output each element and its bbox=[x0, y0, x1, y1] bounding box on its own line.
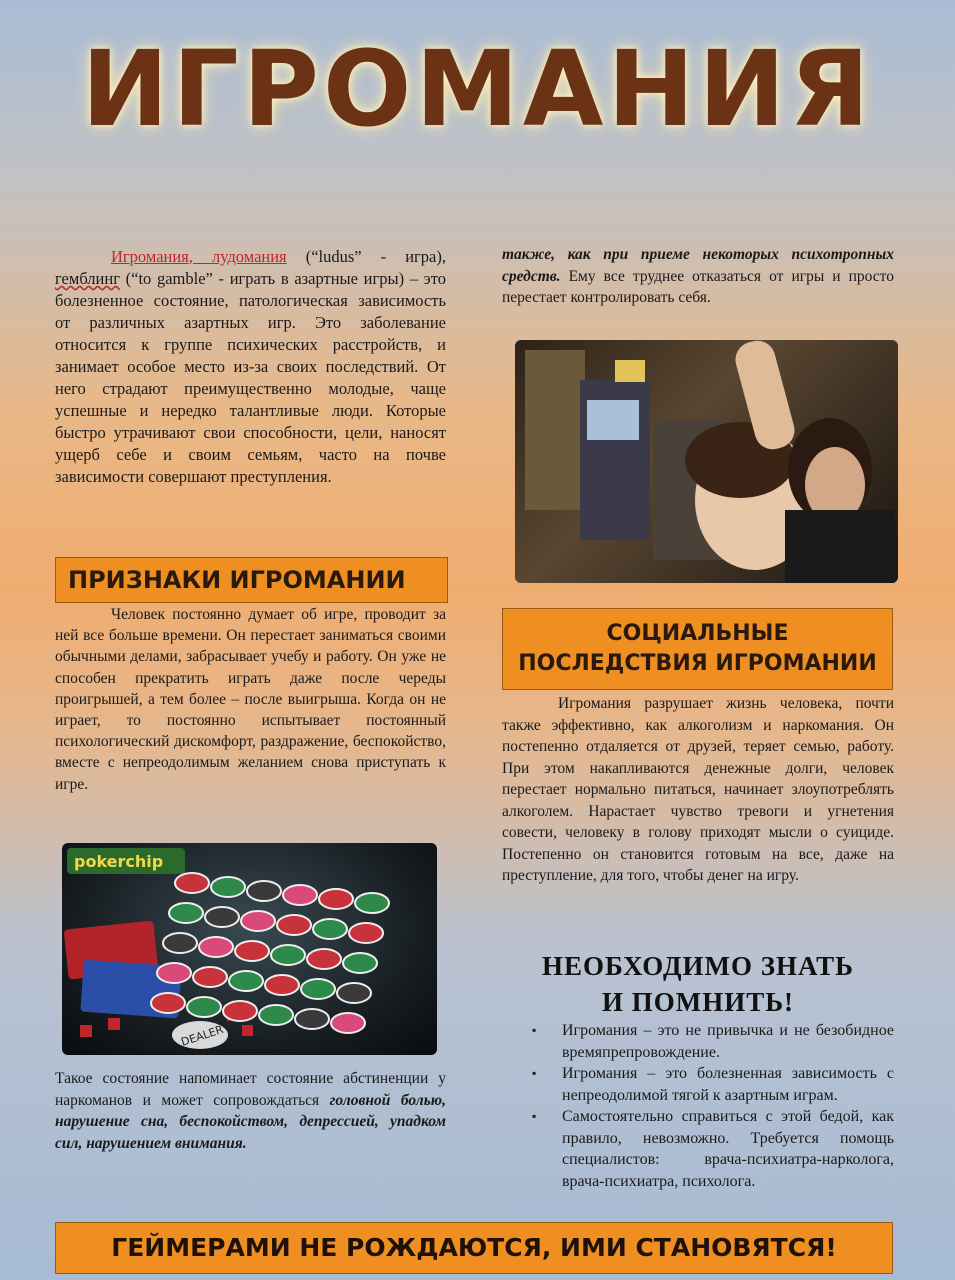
chip-stack bbox=[319, 889, 353, 909]
chip-stack bbox=[151, 993, 185, 1013]
chip-stack bbox=[199, 937, 233, 957]
page-title: ИГРОМАНИЯ bbox=[81, 28, 874, 150]
term-gambling: гемблинг bbox=[55, 269, 120, 288]
chip-stack bbox=[235, 941, 269, 961]
chip-stack bbox=[265, 975, 299, 995]
dealer-button-text: DEALER bbox=[179, 1022, 225, 1049]
remember-list bbox=[522, 1020, 894, 1192]
chip-stack bbox=[331, 1013, 365, 1033]
chip-stack bbox=[205, 907, 239, 927]
chip-stack bbox=[337, 983, 371, 1003]
social-heading-line2: ПОСЛЕДСТВИЯ ИГРОМАНИИ bbox=[518, 651, 877, 676]
chip-stack bbox=[229, 971, 263, 991]
chip-stack bbox=[163, 933, 197, 953]
chip-stack bbox=[271, 945, 305, 965]
chip-stack bbox=[313, 919, 347, 939]
slot-machine-illustration bbox=[515, 340, 898, 583]
list-item: ▪ Самостоятельно справиться с этой бедой, как правило, невозможно. Требуется помощь специалистов: врача-психиатра-нарколога, врача-психиатра, психолога. bbox=[522, 1106, 894, 1192]
chip-stack bbox=[349, 923, 383, 943]
chip-stack bbox=[355, 893, 389, 913]
chip-stack bbox=[193, 967, 227, 987]
social-heading-line1: СОЦИАЛЬНЫЕ bbox=[606, 621, 789, 646]
chip-stack bbox=[283, 885, 317, 905]
list-item: ▪ Игромания – это болезненная зависимость с непреодолимой тягой к азартным играм. bbox=[522, 1063, 894, 1106]
signs-banner bbox=[55, 557, 448, 603]
chip-stack bbox=[343, 953, 377, 973]
chip-stack bbox=[247, 881, 281, 901]
footer-banner bbox=[55, 1222, 893, 1274]
abstinence-paragraph: Такое состояние напоминает состояние абстиненции у наркоманов и может сопровождаться головной болью, нарушение сна, беспокойством, депрессией, упадком сил, нарушением внимания. bbox=[55, 1070, 446, 1152]
chip-stack bbox=[211, 877, 245, 897]
term-igromania: Игромания bbox=[111, 247, 189, 266]
continuation-paragraph: также, как при приеме некоторых психотропных средств. Ему все труднее отказаться от игры и просто перестает контролировать себя. bbox=[502, 246, 894, 306]
social-paragraph: Игромания разрушает жизнь человека, почти также эффективно, как алкоголизм и наркомания. Он постепенно отдаляется от друзей, теряет семью, работу. При этом накапливаются денежные долги, человек перестает нормально питаться, начинает злоупотреблять алкоголем. Нарастает чувство тревоги и угнетения совести, человеку в голову приходят мысли о суициде. Постепенно он становится готовым на все, даже на преступление, для того, чтобы денег на игру. bbox=[502, 695, 894, 884]
chip-stack bbox=[157, 963, 191, 983]
chip-stack bbox=[301, 979, 335, 999]
remember-heading: НЕОБХОДИМО ЗНАТЬ И ПОМНИТЬ! bbox=[541, 951, 855, 1017]
chip-stack bbox=[241, 911, 275, 931]
footer-slogan: ГЕЙМЕРАМИ НЕ РОЖДАЮТСЯ, ИМИ СТАНОВЯТСЯ! bbox=[111, 1233, 837, 1262]
chips-illustration bbox=[62, 843, 437, 1055]
chip-stack bbox=[259, 1005, 293, 1025]
chip-stack bbox=[187, 997, 221, 1017]
social-banner bbox=[502, 608, 893, 690]
term-ludomania: лудомания bbox=[211, 247, 287, 266]
chip-logo-text: pokerchip bbox=[74, 852, 164, 871]
slot-machine-photo bbox=[515, 340, 898, 583]
chip-stack bbox=[223, 1001, 257, 1021]
chip-stack bbox=[307, 949, 341, 969]
list-item: ▪ Игромания – это не привычка и не безобидное времяпрепровождение. bbox=[522, 1020, 894, 1063]
intro-paragraph: Игромания, лудомания (“ludus” - игра), гемблинг (“to gamble” - играть в азартные игры) – это болезненное состояние, патологическая зависимость от различных азартных игр. Это заболевание относится к группе психических расстройств, и занимает особое место из-за своих последствий. От него страдают преимущественно молодые, чаще успешные и нередко талантливые люди. Которые быстро утрачивают свои способности, цели, наносят ущерб себе и своим семьям, часто на почве зависимости совершают преступления. bbox=[55, 247, 447, 486]
casino-chips-photo bbox=[62, 843, 437, 1055]
chip-stack bbox=[175, 873, 209, 893]
chip-stack bbox=[169, 903, 203, 923]
signs-heading: ПРИЗНАКИ ИГРОМАНИИ bbox=[68, 566, 406, 594]
chip-stack bbox=[277, 915, 311, 935]
signs-paragraph: Человек постоянно думает об игре, проводит за ней все больше времени. Он перестает заниматься своими обычными делами, забрасывает учебу и работу. Он уже не способен прекратить играть даже после череды проигрышей, а тем более – после выигрыша. Когда он не играет, то постоянно испытывает постоянный психологический дискомфорт, раздражение, беспокойство, вместе с непреодолимым желанием снова приступать к игре. bbox=[55, 606, 446, 793]
chip-stack bbox=[295, 1009, 329, 1029]
